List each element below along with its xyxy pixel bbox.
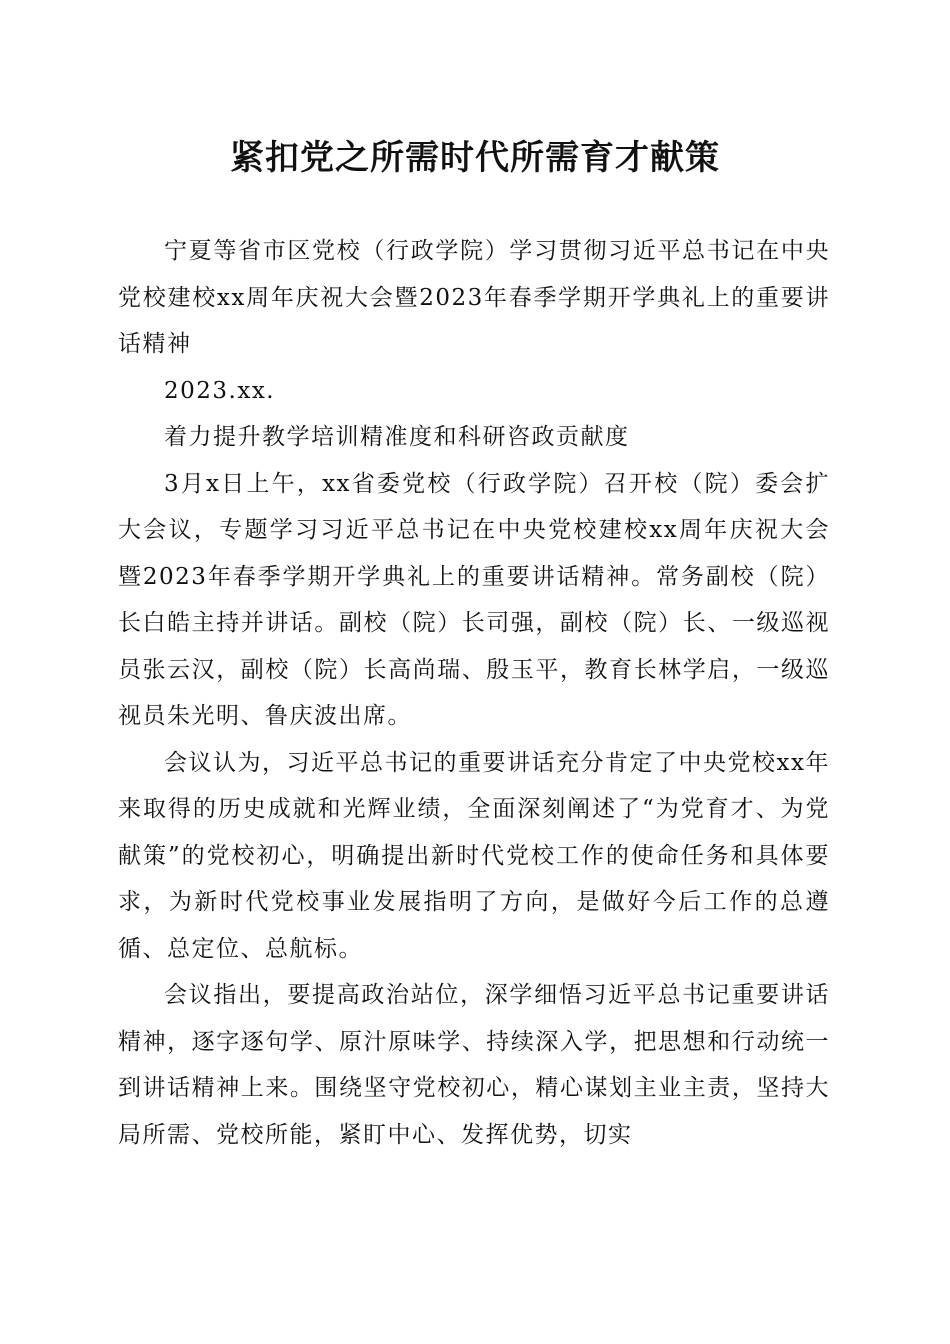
subtitle-paragraph: 宁夏等省市区党校（行政学院）学习贯彻习近平总书记在中央党校建校xx周年庆祝大会暨2023年春季学期开学典礼上的重要讲话精神 [118, 238, 830, 357]
body-paragraph: 会议指出，要提高政治站位，深学细悟习近平总书记重要讲话精神，逐字逐句学、原汁原味学、持续深入学，把思想和行动统一到讲话精神上来。围绕坚守党校初心，精心谋划主业主责，坚持大局所需、党校所能，紧盯中心、发挥优势，切实 [118, 982, 830, 1148]
document-title: 紧扣党之所需时代所需育才献策 [230, 138, 720, 178]
body-paragraph: 3月x日上午，xx省委党校（行政学院）召开校（院）委会扩大会议，专题学习习近平总书记在中央党校建校xx周年庆祝大会暨2023年春季学期开学典礼上的重要讲话精神。常务副校（院）长白皓主持并讲话。副校（院）长司强，副校（院）长、一级巡视员张云汉，副校（院）长高尚瑞、殷玉平，教育长林学启，一级巡视员朱光明、鲁庆波出席。 [118, 470, 830, 729]
body-paragraph: 会议认为，习近平总书记的重要讲话充分肯定了中央党校xx年来取得的历史成就和光辉业绩，全面深刻阐述了“为党育才、为党献策”的党校初心，明确提出新时代党校工作的使命任务和具体要求，为新时代党校事业发展指明了方向，是做好今后工作的总遵循、总定位、总航标。 [118, 749, 830, 962]
date-line: 2023.xx. [164, 377, 276, 404]
section-heading: 着力提升教学培训精准度和科研咨政贡献度 [164, 424, 630, 450]
document-body [118, 228, 830, 1158]
